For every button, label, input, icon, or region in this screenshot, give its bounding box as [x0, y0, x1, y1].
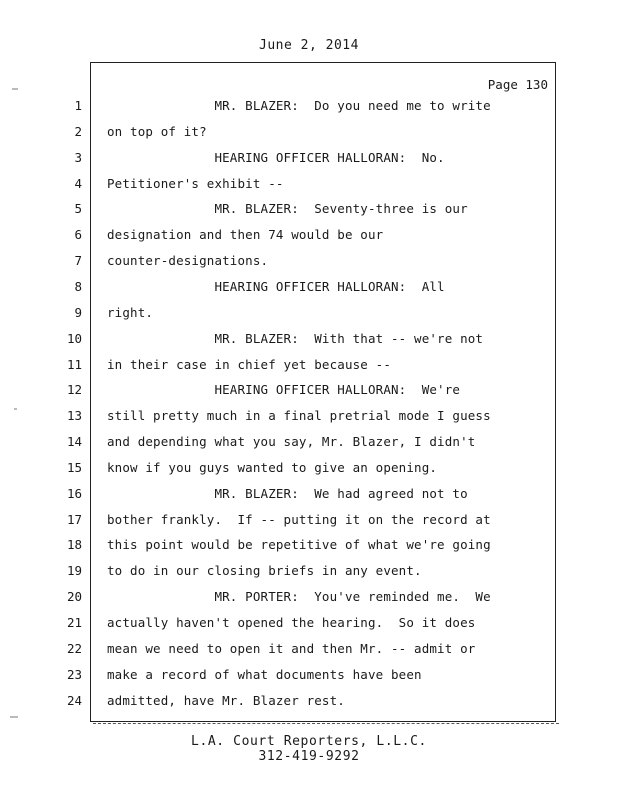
line-text: HEARING OFFICER HALLORAN: We're: [107, 382, 461, 398]
transcript-line: [0, 667, 618, 687]
line-number: 19: [66, 563, 82, 579]
line-text: to do in our closing briefs in any event.: [107, 563, 422, 579]
line-number: 10: [66, 330, 82, 346]
scan-speck: [14, 408, 17, 410]
transcript-line: [0, 537, 618, 557]
line-text: Petitioner's exhibit --: [107, 175, 284, 191]
line-number: 24: [66, 692, 82, 708]
line-text: make a record of what documents have been: [107, 666, 422, 682]
transcript-line: [0, 279, 618, 299]
line-text: counter-designations.: [107, 253, 269, 269]
line-text: mean we need to open it and then Mr. -- admit or: [107, 640, 476, 656]
line-number: 1: [74, 98, 82, 113]
line-text: admitted, have Mr. Blazer rest.: [107, 692, 345, 708]
transcript-line: [0, 512, 618, 532]
line-number: 12: [66, 382, 82, 398]
page-number: Page 130: [487, 77, 548, 92]
line-text: and depending what you say, Mr. Blazer, I didn't: [107, 434, 476, 450]
line-number: 21: [66, 615, 82, 630]
line-number: 5: [74, 201, 82, 217]
transcript-line: [0, 331, 618, 351]
line-number: 3: [74, 149, 82, 165]
transcript-line: [0, 357, 618, 377]
line-text: MR. BLAZER: Seventy-three is our: [107, 201, 468, 217]
transcript-line: [0, 305, 618, 325]
transcript-line: [0, 253, 618, 273]
transcript-line: [0, 98, 618, 118]
footer-reporter-name: L.A. Court Reporters, L.L.C.: [191, 734, 427, 749]
line-number: 9: [74, 304, 82, 320]
line-text: MR. BLAZER: We had agreed not to: [107, 485, 468, 501]
header-date: June 2, 2014: [259, 38, 359, 53]
transcript-line: [0, 693, 618, 713]
line-number: 16: [66, 485, 82, 501]
transcript-line: [0, 563, 618, 583]
transcript-line: [0, 408, 618, 428]
line-text: HEARING OFFICER HALLORAN: All: [107, 278, 445, 294]
line-number: 2: [74, 123, 82, 139]
line-number: 4: [74, 175, 82, 191]
line-number: 17: [66, 511, 82, 527]
line-number: 13: [66, 408, 82, 424]
line-text: in their case in chief yet because --: [107, 356, 391, 372]
line-number: 15: [66, 459, 82, 475]
line-text: bother frankly. If -- putting it on the record at: [107, 511, 491, 527]
line-number: 20: [66, 589, 82, 605]
frame-bottom-edge: [93, 723, 559, 726]
transcript-line: [0, 615, 618, 635]
transcript-line: [0, 641, 618, 661]
line-number: 18: [66, 537, 82, 553]
transcript-line: [0, 150, 618, 170]
line-text: this point would be repetitive of what we're going: [107, 537, 491, 553]
transcript-line: [0, 227, 618, 247]
line-text: MR. PORTER: You've reminded me. We: [107, 589, 491, 605]
transcript-line: [0, 434, 618, 454]
transcript-line: [0, 460, 618, 480]
line-text: designation and then 74 would be our: [107, 227, 384, 243]
line-text: HEARING OFFICER HALLORAN: No.: [107, 149, 445, 165]
transcript-line: [0, 382, 618, 402]
line-text: still pretty much in a final pretrial mode I guess: [107, 408, 491, 424]
line-text: right.: [107, 304, 154, 320]
scan-speck: [10, 716, 18, 718]
line-number: 22: [66, 640, 82, 656]
line-text: on top of it?: [107, 123, 207, 139]
line-number: 23: [66, 666, 82, 682]
transcript-line: [0, 176, 618, 196]
line-text: know if you guys wanted to give an opening.: [107, 459, 438, 475]
line-number: 14: [66, 434, 82, 450]
line-number: 8: [74, 278, 82, 294]
transcript-line: [0, 201, 618, 221]
transcript-line: [0, 124, 618, 144]
line-text: MR. BLAZER: Do you need me to write: [107, 98, 491, 113]
transcript-line: [0, 589, 618, 609]
line-text: actually haven't opened the hearing. So it does: [107, 615, 476, 630]
transcript-line: [0, 486, 618, 506]
line-text: MR. BLAZER: With that -- we're not: [107, 330, 484, 346]
scan-speck: [12, 88, 18, 90]
line-number: 7: [74, 253, 82, 269]
line-number: 11: [66, 356, 82, 372]
line-number: 6: [74, 227, 82, 243]
footer-phone: 312-419-9292: [258, 749, 360, 764]
